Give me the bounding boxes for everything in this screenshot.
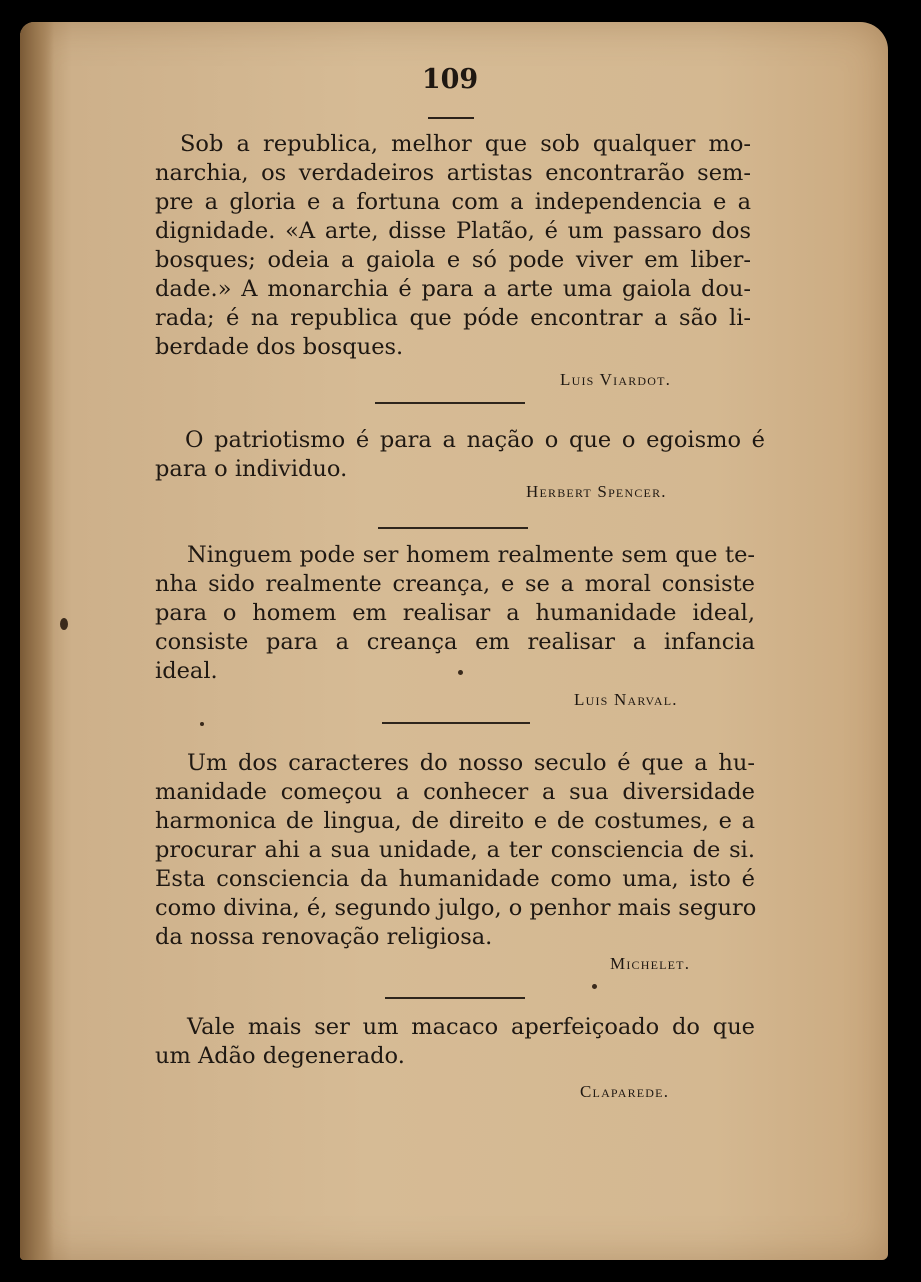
text-line: O patriotismo é para a nação o que o egoismo é <box>185 427 765 453</box>
text-line: dade.» A monarchia é para a arte uma gaiola dou- <box>155 276 751 302</box>
ink-speck <box>200 722 204 726</box>
section-divider <box>382 722 530 724</box>
text-line: rada; é na republica que póde encontrar a são li- <box>155 305 751 331</box>
text-line: dignidade. «A arte, disse Platão, é um passaro dos <box>155 218 751 244</box>
text-line: nha sido realmente creança, e se a moral consiste <box>155 571 755 597</box>
text-line: Ninguem pode ser homem realmente sem que te- <box>187 542 755 568</box>
section-divider <box>385 997 525 999</box>
ink-speck <box>592 984 597 989</box>
quote-3-author: Luis Narval. <box>574 690 678 709</box>
text-line: para o homem em realisar a humanidade ideal, <box>155 600 755 626</box>
text-line: Um dos caracteres do nosso seculo é que a hu- <box>187 750 755 776</box>
text-line: um Adão degenerado. <box>155 1043 405 1069</box>
quote-4-text <box>155 749 755 952</box>
text-line: harmonica de lingua, de direito e de costumes, e a <box>155 808 755 834</box>
text-line: pre a gloria e a fortuna com a independencia e a <box>155 189 751 215</box>
text-line: berdade dos bosques. <box>155 334 404 360</box>
text-line: como divina, é, segundo julgo, o penhor mais seguro <box>155 895 757 921</box>
section-divider <box>378 527 528 529</box>
text-line: ideal. <box>155 658 218 684</box>
quote-2-author: Herbert Spencer. <box>526 482 667 501</box>
quote-5-text <box>155 1013 755 1071</box>
text-line: bosques; odeia a gaiola e só pode viver em liber- <box>155 247 751 273</box>
quote-1-author: Luis Viardot. <box>560 370 672 389</box>
quote-1-text <box>155 130 751 362</box>
text-line: manidade começou a conhecer a sua diversidade <box>155 779 755 805</box>
page-spine-shadow <box>20 22 54 1260</box>
quote-5-author: Claparede. <box>580 1082 670 1101</box>
text-line: consiste para a creança em realisar a infancia <box>155 629 755 655</box>
text-line: para o individuo. <box>155 456 348 482</box>
quote-4-author: Michelet. <box>610 954 691 973</box>
text-line: narchia, os verdadeiros artistas encontrarão sem- <box>155 160 751 186</box>
ink-speck <box>60 618 68 630</box>
page-number-underline <box>428 117 474 119</box>
text-line: Sob a republica, melhor que sob qualquer mo- <box>180 131 751 157</box>
page-number: 109 <box>421 64 479 95</box>
ink-speck <box>458 670 463 675</box>
quote-3-text <box>155 541 755 686</box>
quote-2-text <box>155 426 765 484</box>
section-divider <box>375 402 525 404</box>
text-line: procurar ahi a sua unidade, a ter consciencia de si. <box>155 837 755 863</box>
text-line: Vale mais ser um macaco aperfeiçoado do que <box>187 1014 755 1040</box>
text-line: da nossa renovação religiosa. <box>155 924 493 950</box>
text-line: Esta consciencia da humanidade como uma, isto é <box>155 866 755 892</box>
